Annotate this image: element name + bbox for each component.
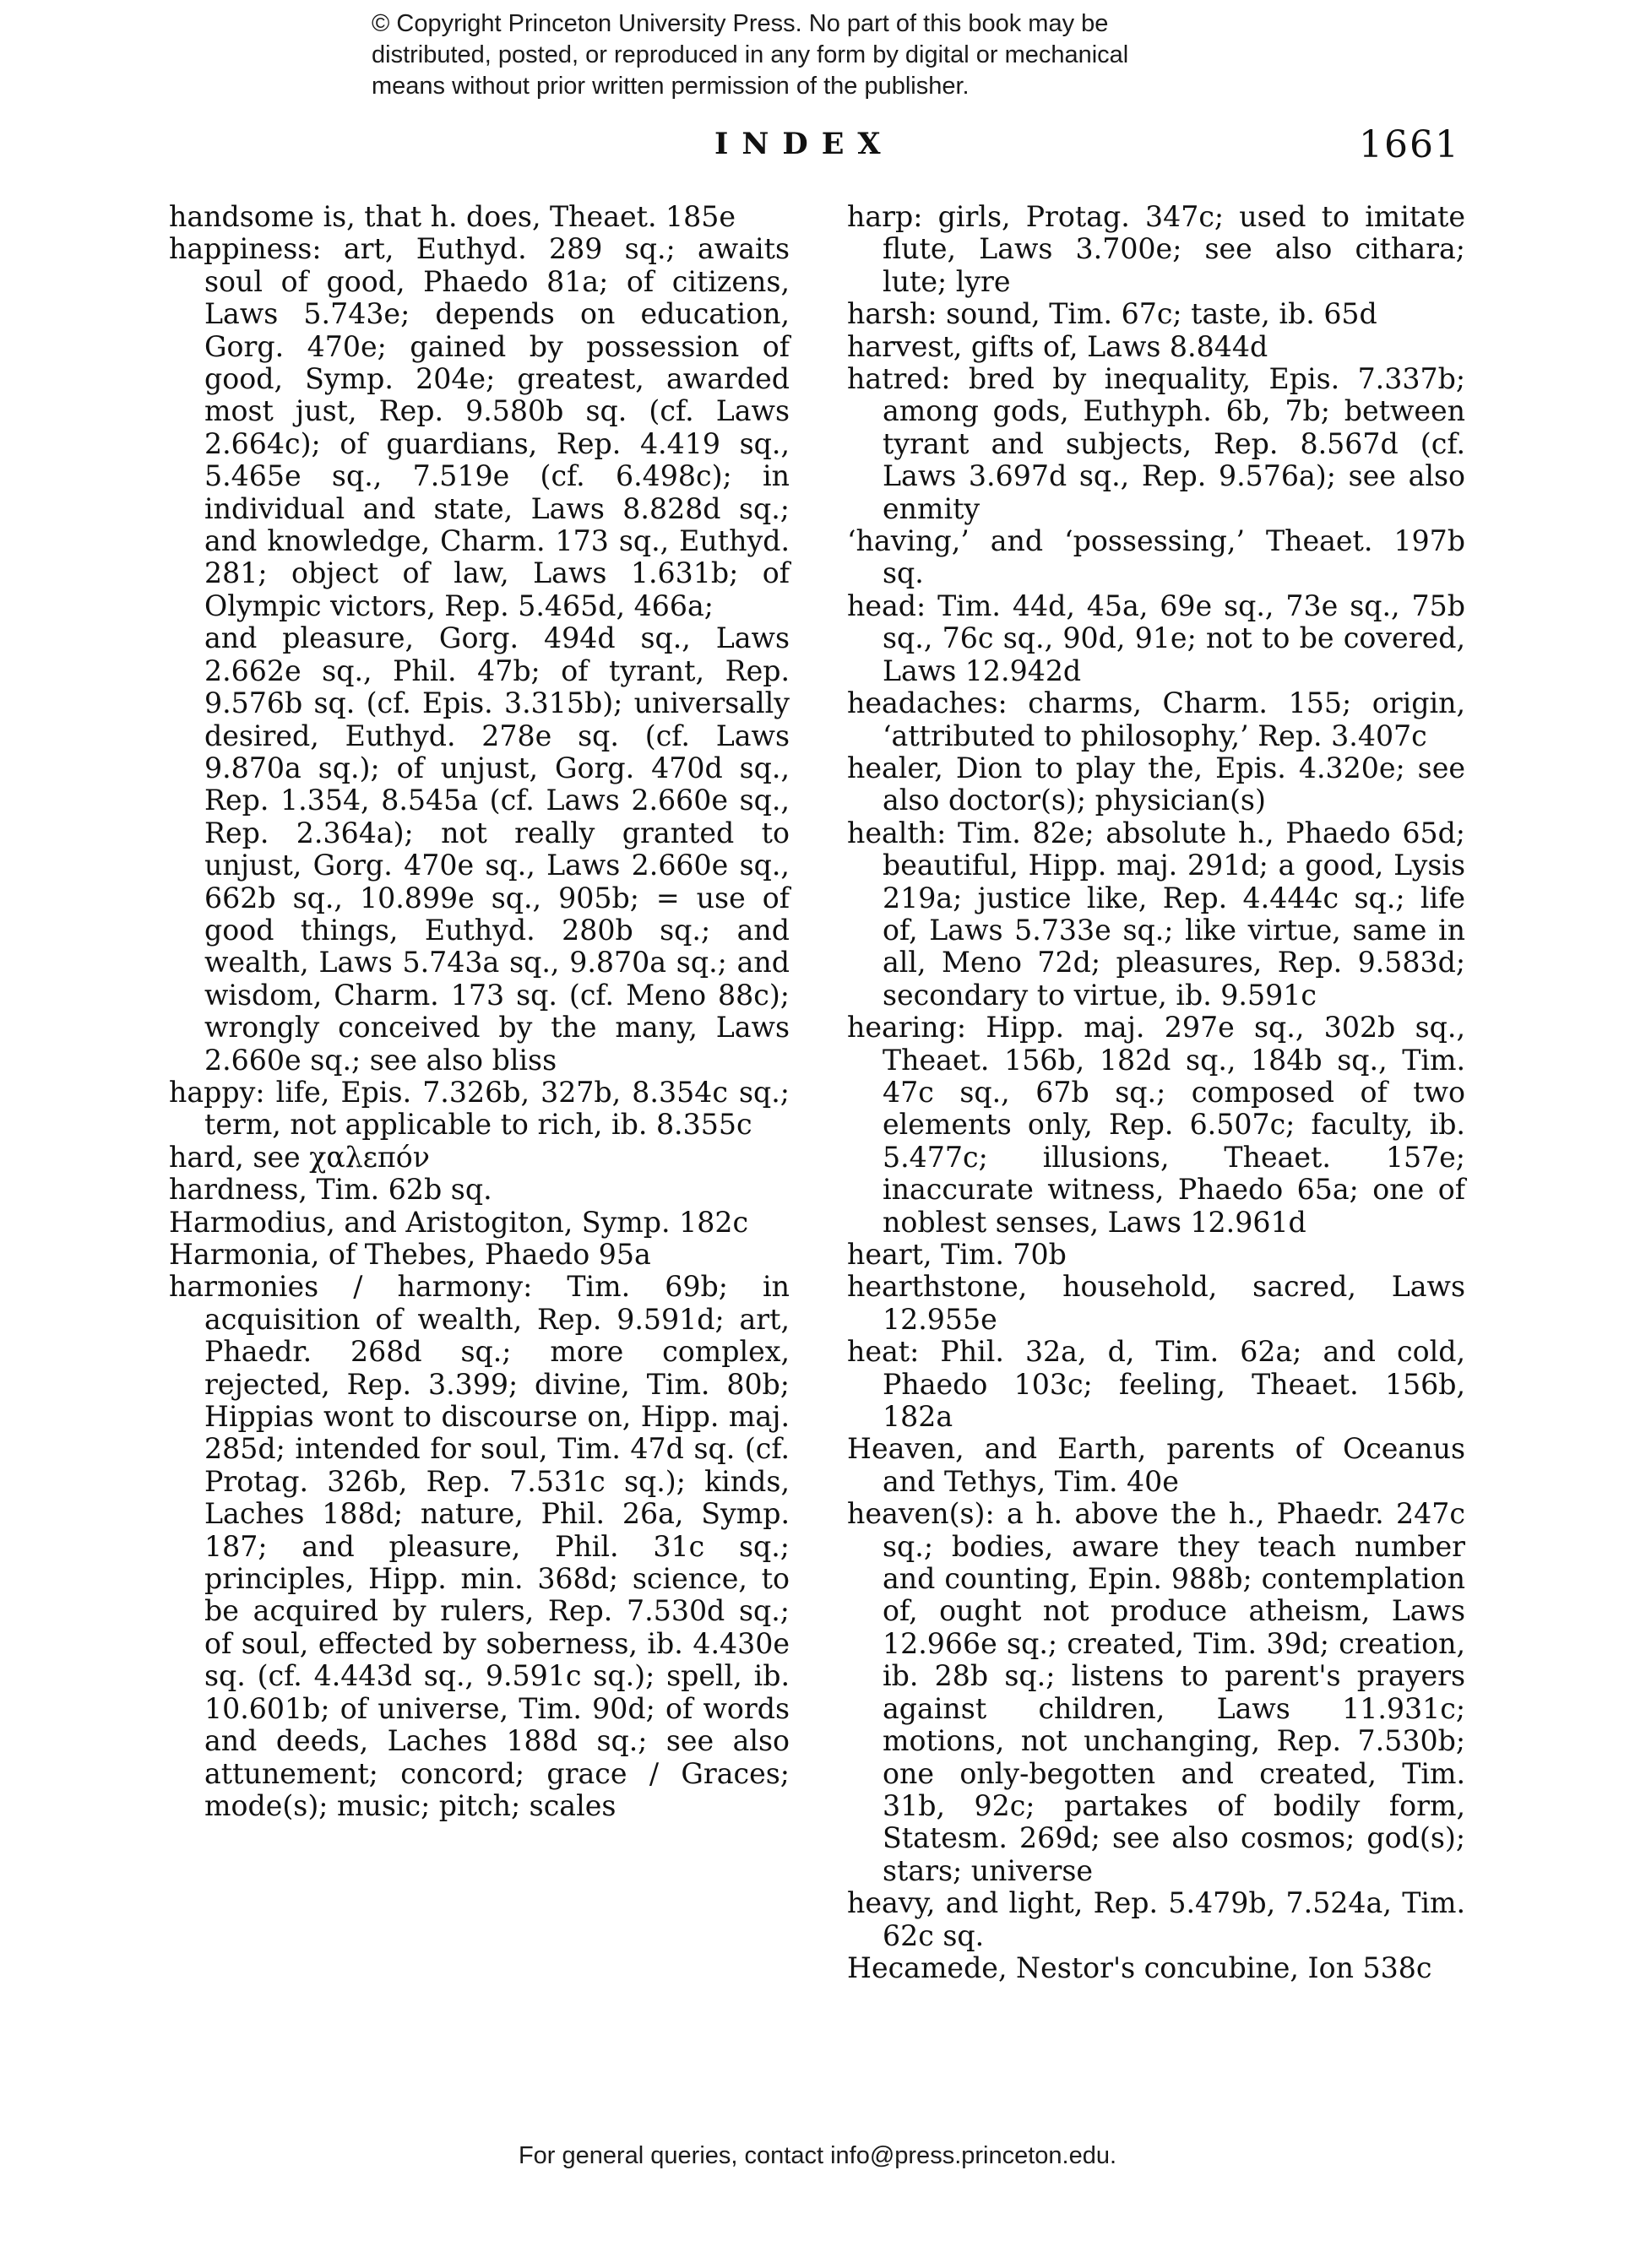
index-entry: Heaven, and Earth, parents of Oceanus and Tethys, Tim. 40e: [847, 1432, 1465, 1498]
index-entry: Hecamede, Nestor's concubine, Ion 538c: [847, 1951, 1432, 1984]
index-entry: happy: life, Epis. 7.326b, 327b, 8.354c sq.; term, not applicable to rich, ib. 8.355c: [169, 1075, 790, 1142]
index-entry: hatred: bred by inequality, Epis. 7.337b; among gods, Euthyph. 6b, 7b; between tyrant and subjects, Rep. 8.567d (cf. Laws 3.697d sq., Rep. 9.576a); see also enmity: [847, 362, 1465, 525]
index-entry: hard, see χαλεπόν: [169, 1140, 430, 1174]
footer-contact: For general queries, contact info@press.princeton.edu.: [518, 2142, 1117, 2169]
index-entry: harvest, gifts of, Laws 8.844d: [847, 329, 1268, 363]
index-entry: health: Tim. 82e; absolute h., Phaedo 65d; beautiful, Hipp. maj. 291d; a good, Lysis 219a; justice like, Rep. 4.444c sq.; life of, Laws 5.733e sq.; like virtue, same in all, Meno 72d; pleasures, Rep. 9.583d; secondary to virtue, ib. 9.591c: [847, 816, 1465, 1012]
index-entry: headaches: charms, Charm. 155; origin, ‘attributed to philosophy,’ Rep. 3.407c: [847, 686, 1465, 752]
index-entry: hearing: Hipp. maj. 297e sq., 302b sq., Theaet. 156b, 182d sq., 184b sq., Tim. 47c sq., 67b sq.; composed of two elements only, Rep. 6.507c; faculty, ib. 5.477c; illusions, Theaet. 157e; inaccurate witness, Phaedo 65a; one of noblest senses, Laws 12.961d: [847, 1011, 1465, 1239]
index-entry: heart, Tim. 70b: [847, 1238, 1067, 1271]
index-entry: heat: Phil. 32a, d, Tim. 62a; and cold, Phaedo 103c; feeling, Theaet. 156b, 182a: [847, 1335, 1465, 1434]
index-entry: healer, Dion to play the, Epis. 4.320e; see also doctor(s); physician(s): [847, 751, 1465, 817]
copyright-line: © Copyright Princeton University Press. No part of this book may be: [372, 10, 1109, 37]
index-entry: harsh: sound, Tim. 67c; taste, ib. 65d: [847, 297, 1377, 331]
index-entry: ‘having,’ and ‘possessing,’ Theaet. 197b sq.: [847, 524, 1465, 590]
index-subentry: and pleasure, Gorg. 494d sq., Laws 2.662e sq., Phil. 47b; of tyrant, Rep. 9.576b sq. (cf. Epis. 3.315b); universally desired, Euthyd. 278e sq. (cf. Laws 9.870a sq.); of unjust, Gorg. 470d sq., Rep. 1.354, 8.545a (cf. Laws 2.660e sq., Rep. 2.364a); not really granted to unjust, Gorg. 470e sq., Laws 2.660e sq., 662b sq., 10.899e sq., 905b; = use of good things, Euthyd. 280b sq.; and wealth, Laws 5.743a sq., 9.870a sq.; and wisdom, Charm. 173 sq. (cf. Meno 88c); wrongly conceived by the many, Laws 2.660e sq.; see also bliss: [204, 621, 790, 1077]
copyright-line: means without prior written permission of the publisher.: [372, 73, 970, 100]
index-column-left: [169, 201, 790, 1822]
index-entry: handsome is, that h. does, Theaet. 185e: [169, 200, 736, 233]
index-entry: hearthstone, household, sacred, Laws 12.955e: [847, 1270, 1465, 1336]
index-entry: happiness: art, Euthyd. 289 sq.; awaits soul of good, Phaedo 81a; of citizens, Laws 5.743e; depends on education, Gorg. 470e; gained by possession of good, Symp. 204e; greatest, awarded most just, Rep. 9.580b sq. (cf. Laws 2.664c); of guardians, Rep. 4.419 sq., 5.465e sq., 7.519e (cf. 6.498c); in individual and state, Laws 8.828d sq.; and knowledge, Charm. 173 sq., Euthyd. 281; object of law, Laws 1.631b; of Olympic victors, Rep. 5.465d, 466a;: [169, 232, 790, 622]
index-entry: heaven(s): a h. above the h., Phaedr. 247c sq.; bodies, aware they teach number and counting, Epin. 988b; contemplation of, ought not produce atheism, Laws 12.966e sq.; created, Tim. 39d; creation, ib. 28b sq.; listens to parent's prayers against children, Laws 11.931c; motions, not unchanging, Rep. 7.530b; one only-begotten and created, Tim. 31b, 92c; partakes of bodily form, Statesm. 269d; see also cosmos; god(s); stars; universe: [847, 1497, 1465, 1887]
index-column-right: [847, 201, 1465, 1984]
index-entry: Harmodius, and Aristogiton, Symp. 182c: [169, 1205, 749, 1239]
index-entry: Harmonia, of Thebes, Phaedo 95a: [169, 1238, 651, 1271]
index-entry: head: Tim. 44d, 45a, 69e sq., 73e sq., 75b sq., 76c sq., 90d, 91e; not to be covered, Laws 12.942d: [847, 589, 1465, 687]
running-head: INDEX: [714, 127, 894, 161]
index-entry: hardness, Tim. 62b sq.: [169, 1173, 492, 1207]
copyright-line: distributed, posted, or reproduced in any form by digital or mechanical: [372, 41, 1129, 68]
index-entry: harp: girls, Protag. 347c; used to imitate flute, Laws 3.700e; see also cithara; lute; lyre: [847, 200, 1465, 298]
copyright-notice: [372, 8, 1233, 102]
page-number: 1661: [1359, 123, 1460, 166]
index-entry: heavy, and light, Rep. 5.479b, 7.524a, Tim. 62c sq.: [847, 1886, 1465, 1952]
index-entry: harmonies / harmony: Tim. 69b; in acquisition of wealth, Rep. 9.591d; art, Phaedr. 268d sq.; more complex, rejected, Rep. 3.399; divine, Tim. 80b; Hippias wont to discourse on, Hipp. maj. 285d; intended for soul, Tim. 47d sq. (cf. Protag. 326b, Rep. 7.531c sq.); kinds, Laches 188d; nature, Phil. 26a, Symp. 187; and pleasure, Phil. 31c sq.; principles, Hipp. min. 368d; science, to be acquired by rulers, Rep. 7.530d sq.; of soul, effected by soberness, ib. 4.430e sq. (cf. 4.443d sq., 9.591c sq.); spell, ib. 10.601b; of universe, Tim. 90d; of words and deeds, Laches 188d sq.; see also attunement; concord; grace / Graces; mode(s); music; pitch; scales: [169, 1270, 790, 1822]
